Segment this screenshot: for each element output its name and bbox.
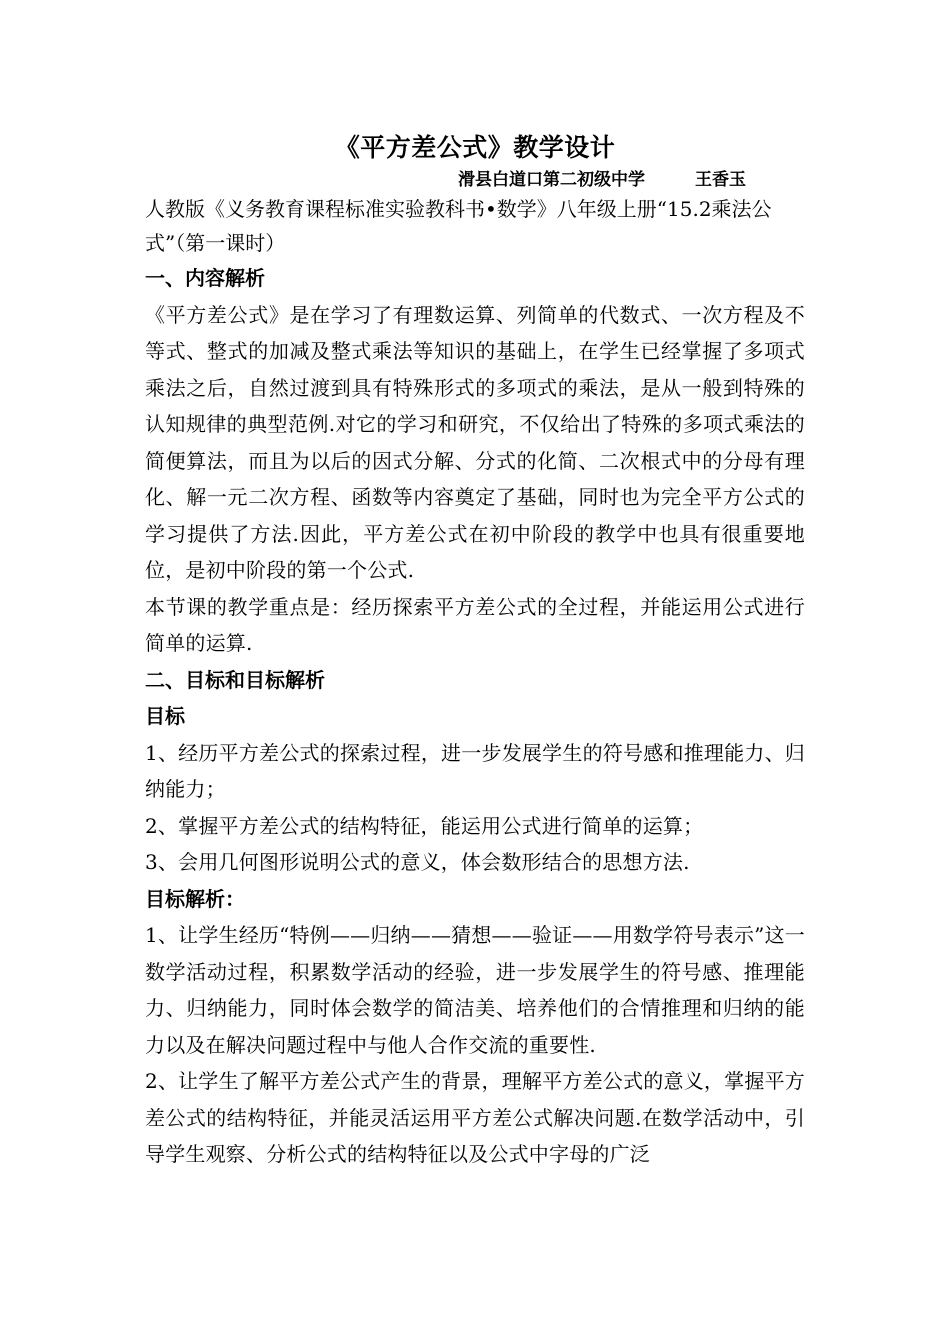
goal-item: 3、会用几何图形说明公式的意义，体会数形结合的思想方法. [145, 850, 690, 874]
author-name: 王香玉 [695, 170, 746, 190]
content-analysis-paragraph: 《平方差公式》是在学习了有理数运算、列简单的代数式、一次方程及不等式、整式的加减及整式乘法等知识的基础上，在学生已经掌握了多项式乘法之后，自然过渡到具有特殊形式的多项式的乘法，是从一般到特殊的认知规律的典型范例.对它的学习和研究，不仅给出了特殊的多项式乘法的简便算法，而且为以后的因式分解、分式的化简、二次根式中的分母有理化、解一元二次方程、函数等内容奠定了基础，同时也为完全平方公式的学习提供了方法.因此，平方差公式在初中阶段的教学中也具有很重要地位，是初中阶段的第一个公式. [145, 302, 805, 582]
textbook-source: 人教版《义务教育课程标准实验教科书•数学》八年级上册“15.2乘法公式”（第一课时） [145, 197, 772, 255]
key-point-paragraph: 本节课的教学重点是：经历探索平方差公式的全过程，并能运用公式进行简单的运算. [145, 594, 805, 655]
goal-analysis-subheading: 目标解析： [145, 886, 245, 911]
goal-analysis-item: 2、让学生了解平方差公式产生的背景，理解平方差公式的意义，掌握平方差公式的结构特征，并能灵活运用平方差公式解决问题.在数学活动中，引导学生观察、分析公式的结构特征以及公式中字母的广泛 [145, 1069, 805, 1166]
goal-item: 2、掌握平方差公式的结构特征，能运用公式进行简单的运算； [145, 813, 704, 838]
goal-item: 1、经历平方差公式的探索过程，进一步发展学生的符号感和推理能力、归纳能力； [145, 740, 805, 801]
goals-subheading: 目标 [145, 704, 185, 728]
school-name: 滑县白道口第二初级中学 [458, 170, 645, 190]
author-line [145, 168, 805, 192]
goal-analysis-item: 1、让学生经历“特例——归纳——猜想——验证——用数学符号表示”这一数学活动过程，积累数学活动的经验，进一步发展学生的符号感、推理能力、归纳能力，同时体会数学的简洁美、培养他们的合情推理和归纳的能力以及在解决问题过程中与他人合作交流的重要性. [145, 923, 805, 1057]
document-title: 《平方差公式》教学设计 [334, 133, 616, 162]
section-heading-content: 一、内容解析 [145, 266, 265, 290]
section-heading-goals: 二、目标和目标解析 [145, 667, 325, 692]
document-page [145, 128, 805, 1173]
